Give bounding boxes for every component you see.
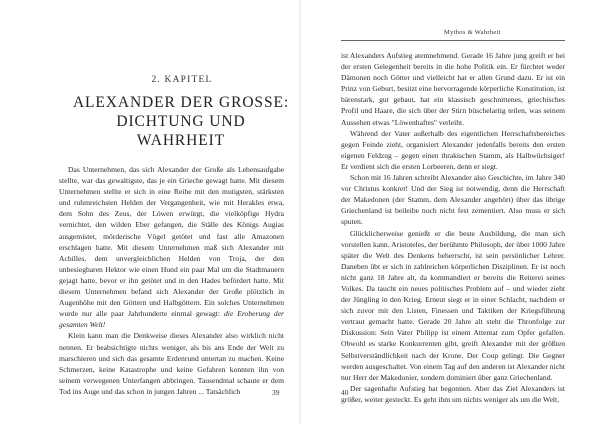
chapter-title-line-2: DICHTUNG UND WAHRHEIT: [116, 113, 246, 149]
running-head: Mythos & Wahrheit: [444, 29, 501, 36]
chapter-title: [72, 93, 290, 150]
right-paragraph-5: Der sagenhafte Aufstieg hat begonnen. Aber das Ziel Alexanders ist größer, weiter gesteckt. Es geht ihm um nichts weniger als um die Welt,: [341, 383, 565, 404]
left-paragraph-1-emphasis: die Eroberung der gesamten Welt!: [59, 309, 284, 330]
right-paragraph-2: Während der Vater außerhalb des eigentlichen Herrschaftsbereiches gegen Feinde zieht, organisiert Alexander jedenfalls bereits den ersten eigenen Feldzug – gegen einen thrakischen Stamm, als Halbwüchsiger! Er verdient sich die ersten Lorbeeren, denn er siegt.: [341, 128, 565, 171]
left-paragraph-1: [59, 164, 284, 330]
right-body-text: [341, 50, 565, 405]
left-paragraph-1-text: Das Unternehmen, das sich Alexander der Große als Lebensaufgabe stellte, war das gewaltigste, das je ein Grieche gewagt hatte. Mit diesem Unternehmen stellte er sich in eine Reihe mit den mutigsten, stärksten und ruhmreichsten Helden der Vergangenheit, wie mit Herakles etwa, dem Sohn des Zeus, der Löwen erwürgt, die vielköpfige Hydra vernichtet, den wilden Eber gefangen, die Ställe des Königs Augias ausgemistet, mörderische Vögel getötet und fast alle Amazonen erschlagen hatte. Mit diesem Unternehmen maß sich Alexander mit Achilles, dem unvergleichlichen Helden von Troja, der den unbesiegbaren Hektor wie einen Hund ein paar Mal um die Stadtmauern gejagt hatte, bevor er ihn getötet und in den Hades befördert hatte. Mit diesem Unternehmen befand sich Alexander der Große plötzlich in Augenhöhe mit den Göttern und Halbgöttern. Ein solches Unternehmen wurde nur alle paar Jahrhunderte einmal gewagt:: [59, 165, 284, 319]
chapter-label: 2. KAPITEL: [151, 75, 213, 85]
chapter-title-line-1: ALEXANDER DER GROSSE:: [72, 94, 290, 111]
page-number-right: 40: [341, 388, 349, 397]
left-paragraph-2: Klein kann man die Denkweise dieses Alexander also wirklich nicht nennen. Er beabsichtigte nichts weniger, als bis ans Ende der Welt zu marschieren und sich das gesamte Erdenrund untertan zu machen. Keine Schmerzen, keine Katastrophe und keine Gefahren konnten ihn von seinem verwegenen Unterfangen abbringen. Tausendmal schaute er dem Tod ins Auge und das schon in jungen Jahren ... Tatsächlich: [59, 331, 284, 396]
right-paragraph-3: Schon mit 16 Jahren schreibt Alexander also Geschichte, im Jahre 340 vor Christus konkret! Und der Sieg ist notwendig, denn die Herrschaft der Makedonen (der Stamm, dem Alexander angehört) über das übrige Griechenland ist beileibe noch nicht fest zementiert. Also muss er sich sputen.: [341, 173, 565, 227]
right-paragraph-4: Glücklicherweise genießt er die beste Ausbildung, die man sich vorstellen kann. Aristoteles, der berühmte Philosoph, der über 1000 Jahre später die Welt des Denkens beherrscht, ist sein persönlicher Lehrer. Daneben übt er sich in zahlreichen körperlichen Disziplinen. Er ist noch nicht ganz 18 Jahre alt, da kommandiert er bereits die Reiterei seines Volkes. Da taucht ein neues politisches Problem auf – und wieder zieht der Jüngling in den Krieg. Erneut siegt er in einer Schlacht, nachdem er sich zuvor mit den Listen, Finessen und Taktiken der Kriegsführung vertraut gemacht hatte. Gerade 20 Jahre alt steht die Thronfolge zur Diskussion: Sein Vater Philipp ist einem Attentat zum Opfer gefallen. Obwohl es starke Konkurrenten gibt, greift Alexander mit der größten Selbstverständlichkeit nach der Krone. Der Coup gelingt. Die Gegner werden ausgeschaltet. Von einem Tag auf den anderen ist Alexander nicht nur Herr der Makedonier, sondern dominiert über ganz Griechenland.: [341, 228, 565, 382]
running-head-rule: [341, 40, 565, 41]
right-paragraph-1: ist Alexanders Aufstieg atemnehmend. Gerade 16 Jahre jung greift er bei der ersten Gelegenheit bereits in die hohe Politik ein. Er fürchtet weder Dämonen noch Götter und vielleicht hat er allen Grund dazu. Er ist ein Prinz von Geburt, besitzt eine hervorragende körperliche Konstitution, ist bärenstark, gut gebaut, hat ein klassisch geschnittenes, griechisches Profil und Haare, die sich über der Stirn büschelartig teilen, was seinem Aussehen etwas "Löwenhaftes" verleiht.: [341, 51, 565, 127]
page-number-left: 39: [272, 388, 280, 397]
left-body-text: [59, 164, 284, 397]
